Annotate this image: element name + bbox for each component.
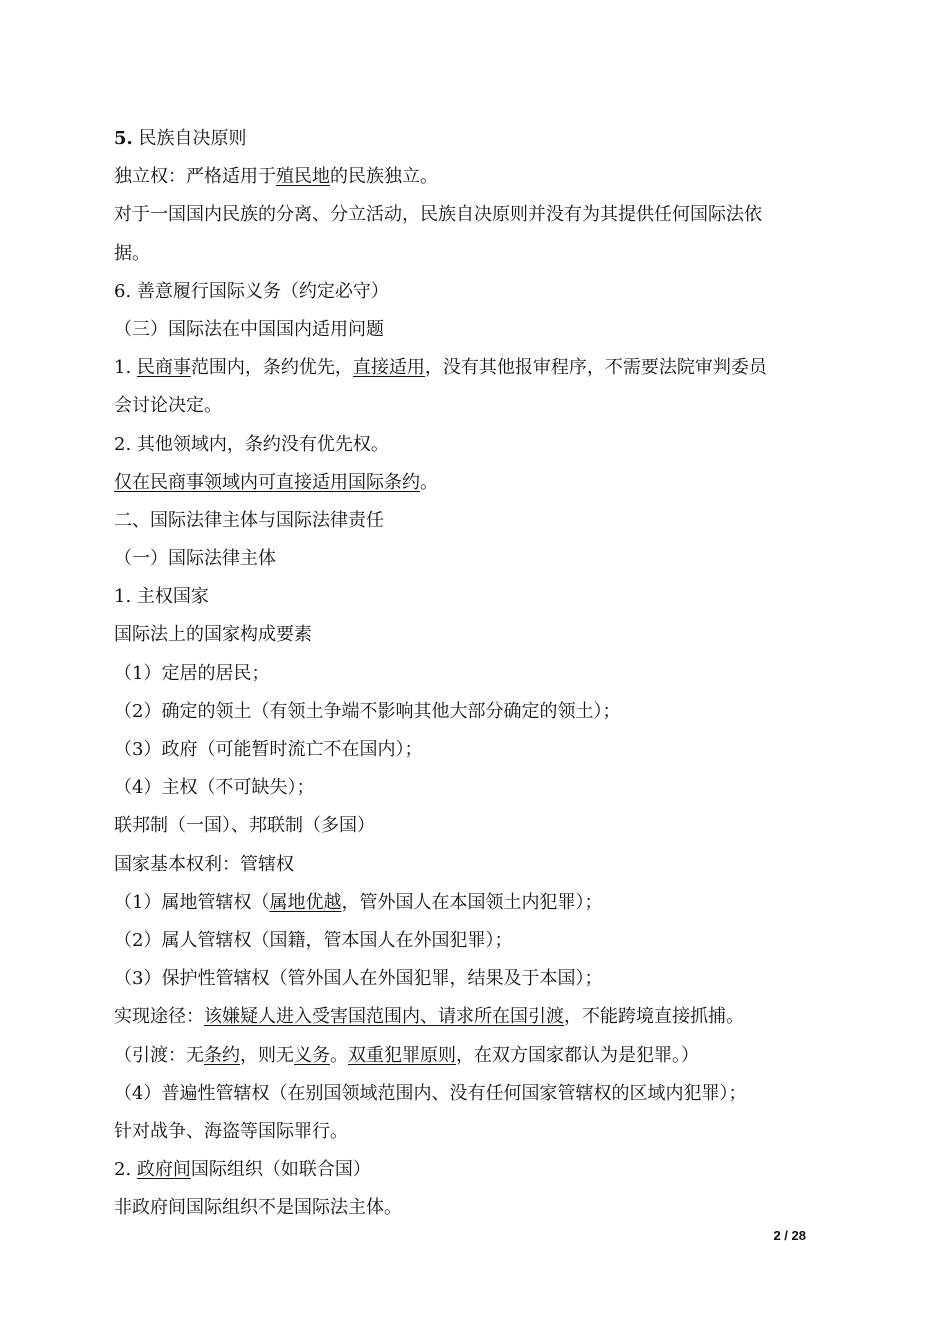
text-segment: 国际组织（如联合国） (190, 1159, 371, 1181)
text-line (114, 1075, 814, 1113)
text-line (114, 158, 814, 196)
text-line (114, 846, 814, 884)
text-segment: 1. 主权国家 (114, 586, 209, 608)
text-segment: ，在双方国家都认为是犯罪。） (456, 1044, 699, 1066)
text-segment: （三）国际法在中国国内适用问题 (114, 318, 384, 340)
text-line (114, 578, 814, 616)
text-line (114, 196, 814, 234)
text-line (114, 731, 814, 769)
text-line (114, 387, 814, 425)
text-segment: 。 (330, 1044, 348, 1066)
text-line (114, 960, 814, 998)
text-line (114, 1037, 814, 1075)
text-segment: 国家基本权利：管辖权 (114, 853, 294, 875)
text-segment: 对于一国国内民族的分离、分立活动，民族自决原则并没有为其提供任何国际法依 (114, 204, 762, 226)
text-segment: （1）定居的居民； (114, 662, 270, 684)
text-segment: 据。 (114, 242, 150, 264)
text-line (114, 769, 814, 807)
text-segment: （3）保护性管辖权（管外国人在外国犯罪，结果及于本国）； (114, 968, 603, 990)
underlined-term: 政府间 (136, 1159, 191, 1181)
text-line (114, 693, 814, 731)
text-line (114, 273, 814, 311)
text-segment: ，没有其他报审程序，不需要法院审判委员 (424, 357, 767, 379)
text-line (114, 1151, 814, 1189)
underlined-term: 该嫌疑人进入受害国范围内、请求所在国引渡 (204, 1006, 564, 1028)
text-segment: 独立权：严格适用于 (114, 166, 276, 188)
text-segment: 针对战争、海盗等国际罪行。 (114, 1120, 348, 1142)
underlined-term: 条约 (204, 1044, 240, 1066)
underlined-term: 双重犯罪原则 (348, 1044, 456, 1066)
text-line (114, 502, 814, 540)
text-segment: 非政府间国际组织不是国际法主体。 (114, 1197, 402, 1219)
text-segment: （4）普遍性管辖权（在别国领域范围内、没有任何国家管辖权的区域内犯罪）； (114, 1082, 747, 1104)
underlined-term: 属地优越 (269, 891, 342, 913)
text-segment: （1）属地管辖权（ (114, 891, 270, 913)
text-segment: 民族自决原则 (132, 128, 247, 149)
underlined-term: 殖民地 (276, 166, 330, 188)
text-line (114, 922, 814, 960)
text-segment: （2）确定的领土（有领土争端不影响其他大部分确定的领土）； (114, 700, 621, 722)
text-line (114, 1189, 814, 1227)
text-line (114, 464, 814, 502)
text-line (114, 540, 814, 578)
text-line (114, 1113, 814, 1151)
text-segment: 5. (114, 128, 133, 149)
text-segment: （引渡：无 (114, 1044, 204, 1066)
text-line (114, 311, 814, 349)
text-line (114, 884, 814, 922)
text-line (114, 998, 814, 1036)
text-line (114, 616, 814, 654)
text-line (114, 655, 814, 693)
text-segment: 国际法上的国家构成要素 (114, 624, 312, 646)
text-segment: 的民族独立。 (330, 166, 438, 188)
text-segment: 6. 善意履行国际义务（约定必守） (114, 280, 389, 302)
text-segment: 范围内，条约优先， (190, 357, 353, 379)
text-line (114, 426, 814, 464)
text-segment: 。 (420, 471, 438, 493)
text-line (114, 349, 814, 387)
text-segment: ，则无 (240, 1044, 294, 1066)
text-segment: 2. (114, 1159, 137, 1181)
text-line (114, 120, 814, 158)
underlined-term: 民商事 (136, 357, 191, 379)
text-segment: ，管外国人在本国领土内犯罪）； (341, 891, 603, 913)
text-segment: ，不能跨境直接抓捕。 (564, 1006, 744, 1028)
underlined-term: 义务 (294, 1044, 330, 1066)
text-line (114, 235, 814, 273)
text-segment: 联邦制（一国）、邦联制（多国） (114, 815, 375, 837)
text-segment: 1. (114, 357, 137, 379)
text-segment: （一）国际法律主体 (114, 548, 276, 570)
text-line (114, 807, 814, 845)
underlined-term: 仅在民商事领域内可直接适用国际条约 (114, 471, 420, 493)
text-segment: 会讨论决定。 (114, 395, 222, 417)
text-segment: （2）属人管辖权（国籍，管本国人在外国犯罪）； (114, 929, 513, 951)
text-segment: 二、国际法律主体与国际法律责任 (114, 509, 384, 531)
text-segment: （4）主权（不可缺失）； (114, 777, 315, 799)
text-segment: 实现途径： (114, 1006, 204, 1028)
underlined-term: 直接适用 (352, 357, 425, 379)
text-segment: 2. 其他领域内，条约没有优先权。 (114, 433, 389, 455)
text-segment: （3）政府（可能暂时流亡不在国内）； (114, 739, 423, 760)
page-number: 2 / 28 (773, 1228, 806, 1243)
document-body (114, 120, 814, 1227)
